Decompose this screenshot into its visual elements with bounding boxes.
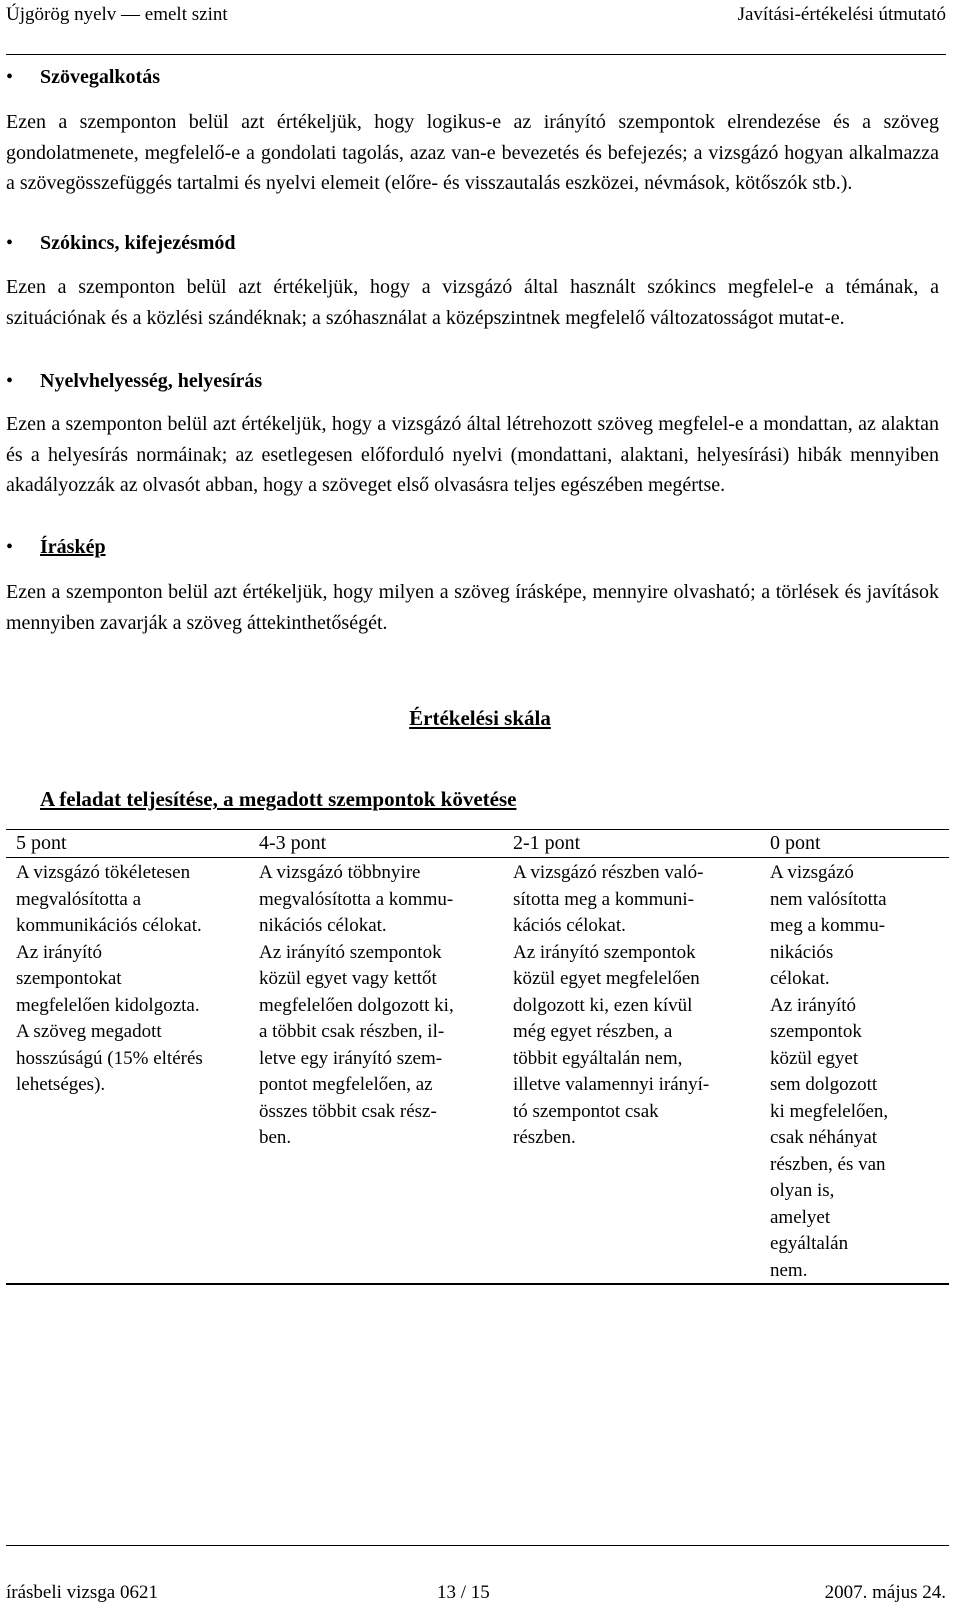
header-rule [6, 54, 946, 55]
column-cell-5-pont: A vizsgázó tökéletesen megvalósította a kommunikációs célokat. Az irányító szempontokat megfelelően kidolgozta. A szöveg megadott hosszúságú (15% eltérés lehetséges). [16, 862, 203, 1095]
section-body-iraskep: Ezen a szemponton belül azt értékeljük, hogy milyen a szöveg írásképe, mennyire olvasható; a törlések és javítások mennyiben zavarják a szöveg áttekinthetőségét. [6, 581, 939, 634]
column-cell-2-1-pont: A vizsgázó részben való- sította meg a kommuni- kációs célokat. Az irányító szempontok közül egyet megfelelően dolgozott ki, ezen kívül még egyet részben, a többit egyáltalán nem, illetve valamennyi irányí- tó szempontot csak részben. [513, 862, 710, 1148]
section-body-szovegalkotas: Ezen a szemponton belül azt értékeljük, hogy logikus-e az irányító szempontok elrendezése és a szöveg gondolatmenete, megfelelő-e a gondolati tagolás, azaz van-e bevezetés és befejezés; a vizsgázó hogyan alkalmazza a szövegösszefüggés tartalmi és nyelvi elemeit (előre- és visszautalás eszközei, névmások, kötőszók stb.). [6, 111, 939, 194]
bullet-icon: • [6, 232, 14, 254]
column-header-2-1-pont: 2-1 pont [513, 832, 581, 854]
section-body-nyelvhelyesseg: Ezen a szemponton belül azt értékeljük, hogy a vizsgázó által létrehozott szöveg megfelel-e a mondattan, az alaktan és a helyesírás normáinak; az esetlegesen előforduló nyelvi (mondattani, alaktani, helyesírási) hibák mennyiben akadályozzák az olvasót abban, hogy a szöveget első olvasásra teljes egészében megértse. [6, 413, 939, 496]
section-heading-iraskep: • Íráskép [6, 536, 106, 558]
bullet-icon: • [6, 536, 14, 558]
column-cell-0-pont: A vizsgázó nem valósította meg a kommu- nikációs célokat. Az irányító szempontok közül egyet sem dolgozott ki megfelelően, csak néhányat részben, és van olyan is, amelyet egyáltalán nem. [770, 862, 889, 1281]
header-right: Javítási-értékelési útmutató [737, 4, 946, 25]
scale-title: Értékelési skála [409, 706, 551, 730]
footer-page-number: 13 / 15 [437, 1582, 490, 1603]
section-heading-szovegalkotas: • Szövegalkotás [6, 66, 160, 88]
column-header-5-pont: 5 pont [16, 832, 67, 854]
footer-date: 2007. május 24. [824, 1582, 946, 1603]
column-header-0-pont: 0 pont [770, 832, 821, 854]
header-left: Újgörög nyelv — emelt szint [6, 4, 228, 25]
section-heading-nyelvhelyesseg: • Nyelvhelyesség, helyesírás [6, 370, 263, 392]
section-heading-szokincs: • Szókincs, kifejezésmód [6, 232, 236, 254]
page-header [6, 0, 946, 30]
bullet-icon: • [6, 370, 14, 392]
section-body-szokincs: Ezen a szemponton belül azt értékeljük, hogy a vizsgázó által használt szókincs megfelel-e a témának, a szituációnak és a közlési szándéknak; a szóhasználat a középszintnek megfelelő változatosságot mutat-e. [6, 276, 939, 329]
task-title: A feladat teljesítése, a megadott szempontok követése [40, 787, 517, 811]
table-rule-top [6, 829, 949, 830]
bullet-icon: • [6, 66, 14, 88]
footer-rule [6, 1545, 949, 1546]
column-cell-4-3-pont: A vizsgázó többnyire megvalósította a kommu- nikációs célokat. Az irányító szempontok közül egyet vagy kettőt megfelelően dolgozott ki, a többit csak részben, il- letve egy irányító szem- pontot megfelelően, az összes többit csak rész- ben. [259, 862, 454, 1148]
table-rule-bottom [6, 1283, 949, 1285]
column-header-4-3-pont: 4-3 pont [259, 832, 327, 854]
footer-left: írásbeli vizsga 0621 [6, 1582, 158, 1603]
table-rule-header [6, 857, 949, 858]
